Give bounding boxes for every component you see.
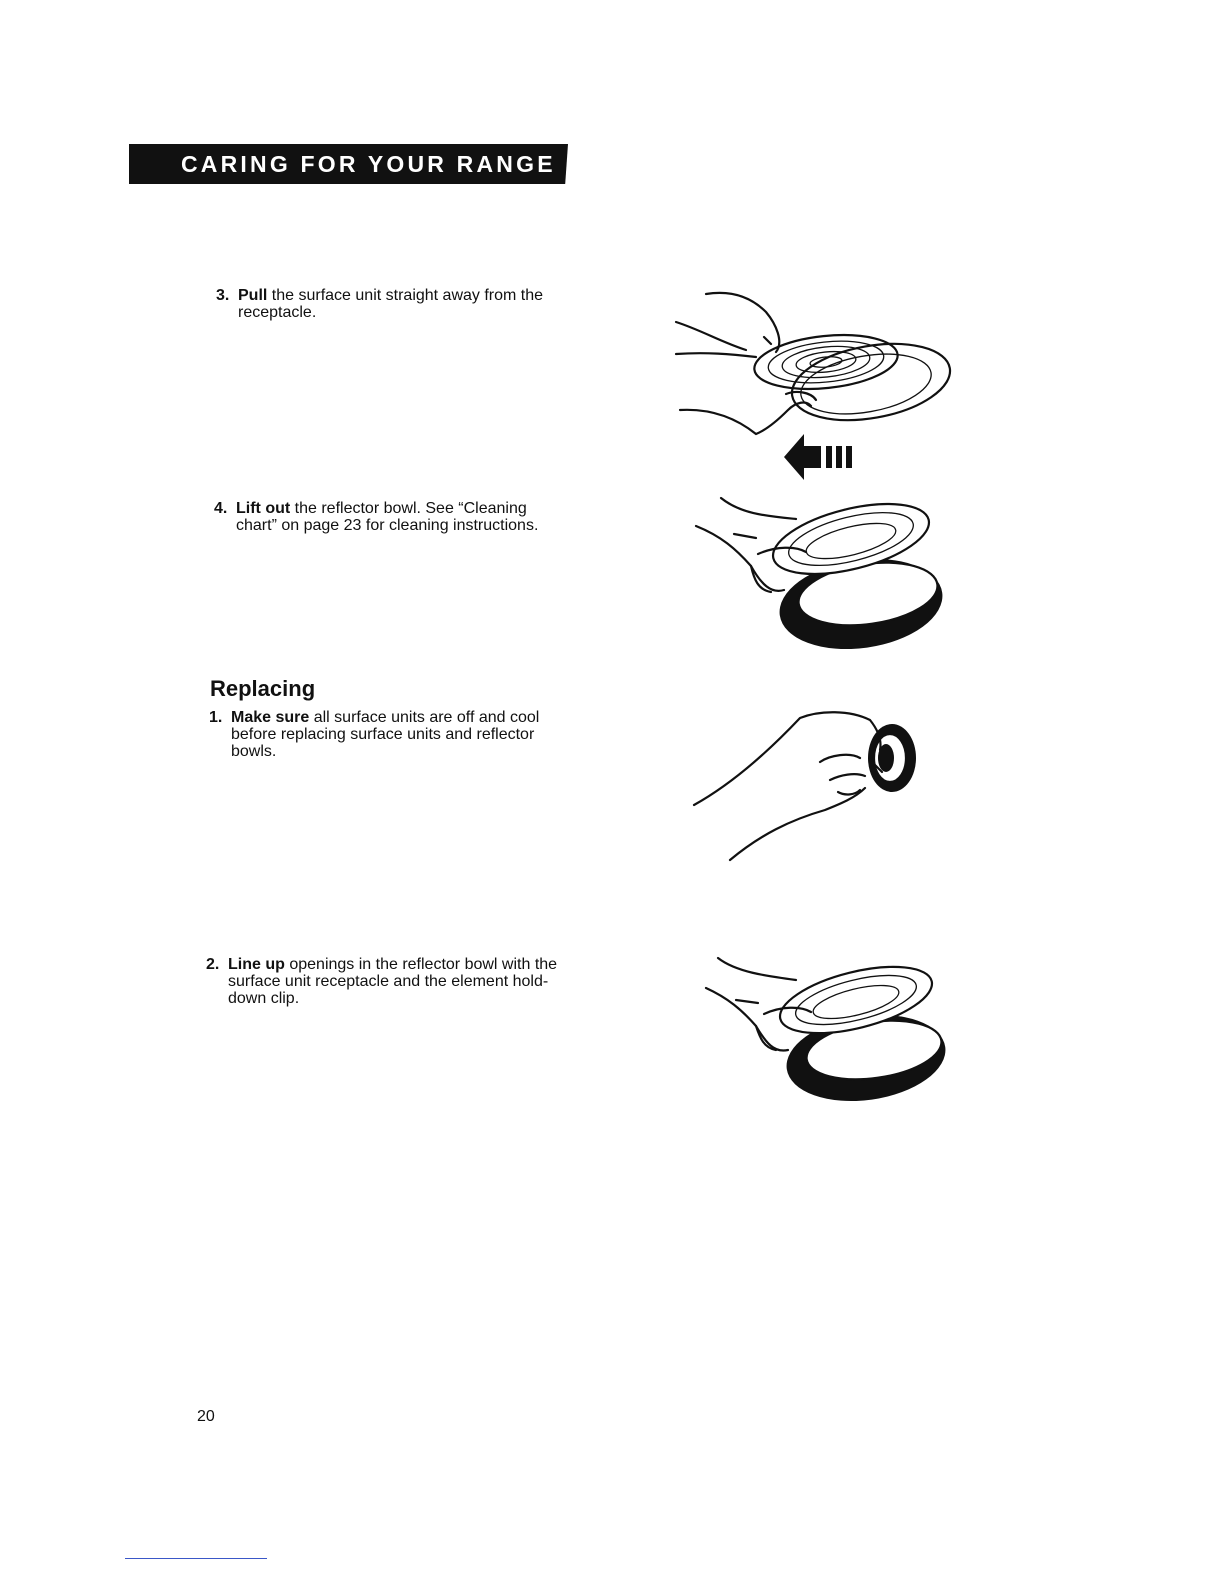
step-text-line: before replacing surface units and reflector bbox=[231, 726, 535, 743]
step-lead: Make sure bbox=[231, 709, 310, 726]
step-number: 1. bbox=[209, 709, 223, 726]
section-banner-title: CARING FOR YOUR RANGE bbox=[181, 151, 556, 177]
step-text-line: down clip. bbox=[228, 990, 300, 1007]
step-3 bbox=[216, 287, 618, 321]
hand-pulling-surface-unit-illustration bbox=[676, 282, 956, 487]
page-number: 20 bbox=[197, 1408, 215, 1425]
step-number: 4. bbox=[214, 500, 228, 517]
step-text-line: receptacle. bbox=[238, 304, 317, 321]
section-banner bbox=[129, 144, 579, 184]
step-text-line: the surface unit straight away from the bbox=[271, 287, 544, 304]
step-number: 2. bbox=[206, 956, 220, 973]
banner-slanted-edge bbox=[565, 144, 582, 184]
step-4 bbox=[214, 500, 616, 534]
step-text-line: bowls. bbox=[231, 743, 277, 760]
step-number: 3. bbox=[216, 287, 230, 304]
section-heading-replacing: Replacing bbox=[210, 676, 316, 701]
step-text-line: chart” on page 23 for cleaning instructions. bbox=[236, 517, 539, 534]
replacing-step-2 bbox=[206, 956, 608, 1007]
step-text-line: the reflector bowl. See “Cleaning bbox=[294, 500, 527, 517]
replacing-step-1 bbox=[209, 709, 611, 760]
step-text-line: openings in the reflector bowl with the bbox=[289, 956, 558, 973]
step-lead: Line up bbox=[228, 956, 285, 973]
step-lead: Lift out bbox=[236, 500, 291, 517]
step-text-line: surface unit receptacle and the element hold- bbox=[228, 973, 549, 990]
hand-turning-control-knob-illustration bbox=[690, 700, 930, 865]
bottom-rule bbox=[125, 1558, 267, 1559]
step-text-line: all surface units are off and cool bbox=[313, 709, 540, 726]
hand-lifting-reflector-bowl-illustration bbox=[696, 494, 946, 654]
hand-placing-reflector-bowl-illustration bbox=[706, 958, 946, 1108]
step-lead: Pull bbox=[238, 287, 268, 304]
